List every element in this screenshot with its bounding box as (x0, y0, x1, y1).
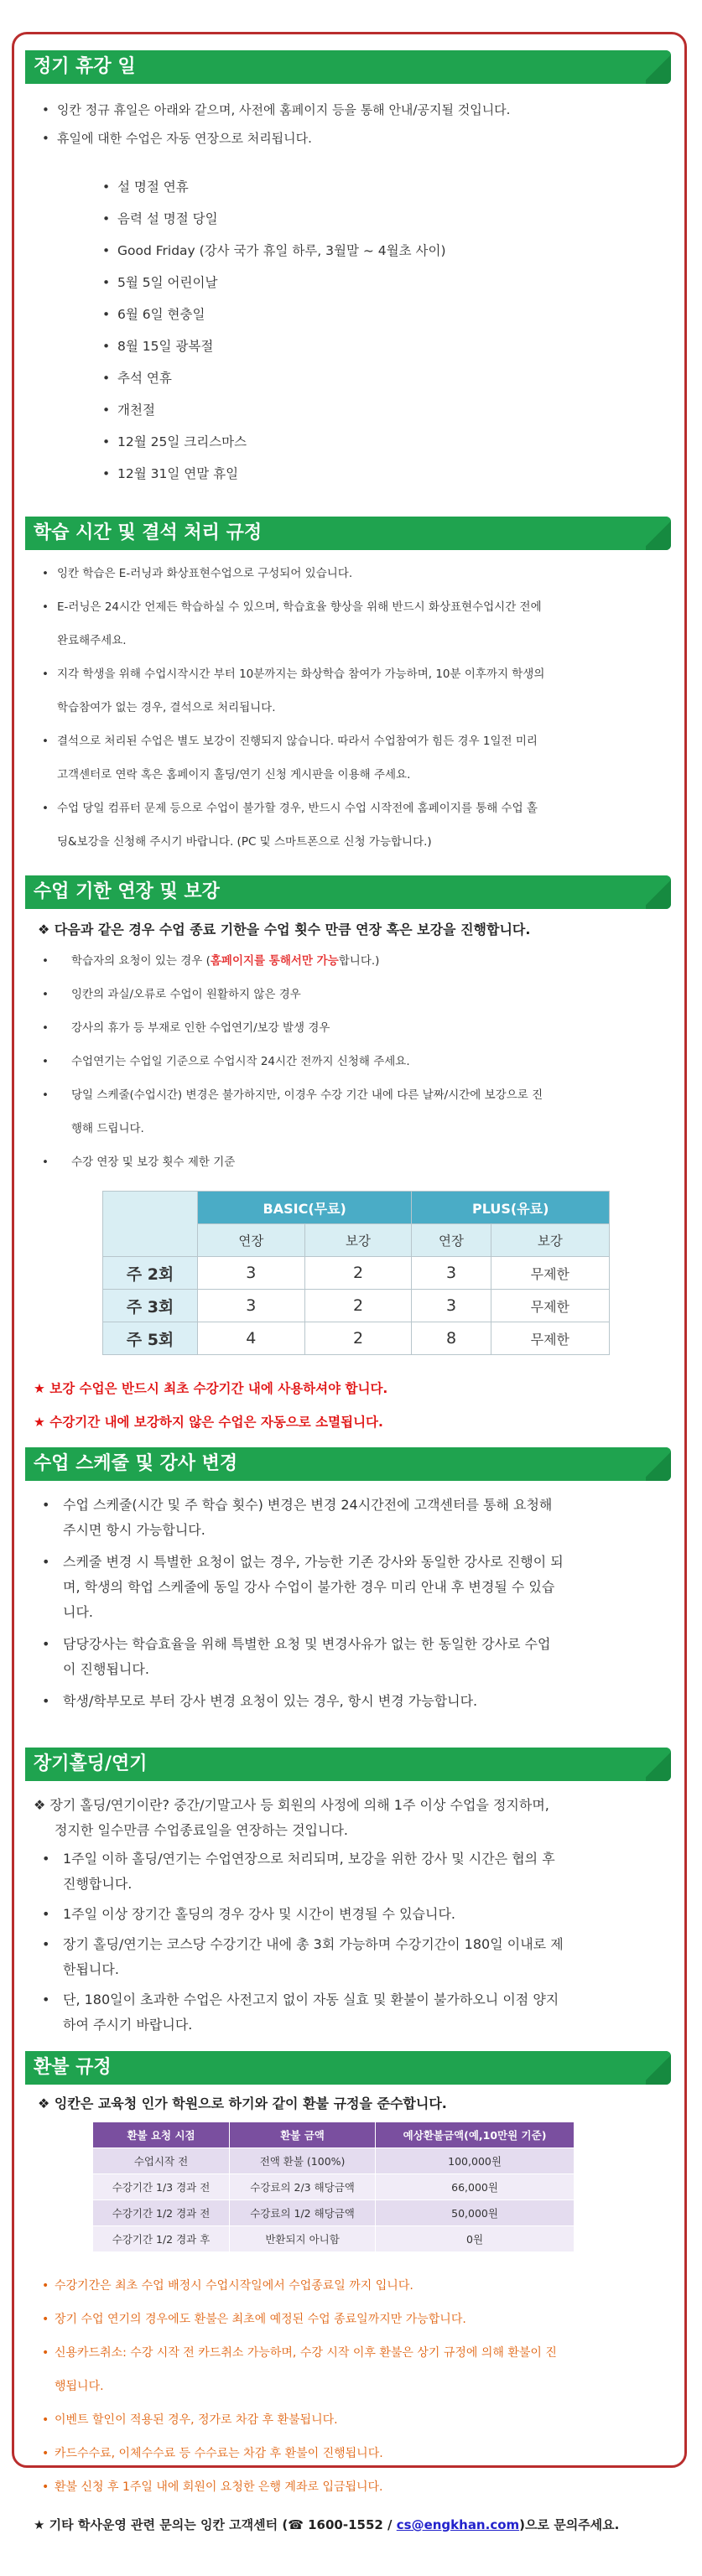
table-cell: 수강료의 2/3 해당금액 (230, 2174, 376, 2200)
section-study-time-absence (25, 517, 671, 859)
list-item: • 잉칸 학습은 E-러닝과 화상표현수업으로 구성되어 있습니다. (25, 557, 671, 590)
list-item: • 설 명절 연휴 (25, 171, 671, 203)
table-subheader: 연장 (412, 1224, 491, 1257)
bullet-list (25, 944, 671, 1179)
text-line: 장기 홀딩/연기는 코스당 수강기간 내에 총 3회 가능하며 수강기간이 180일 이내로 제 (63, 1936, 564, 1952)
table-row (93, 2148, 575, 2174)
list-item (25, 944, 671, 978)
table-cell: 반환되지 아니함 (230, 2226, 376, 2252)
list-item (25, 1632, 671, 1682)
text-line: 수업 당일 컴퓨터 문제 등으로 수업이 불가할 경우, 반드시 수업 시작전에 홈페이지를 통해 수업 홀 (57, 802, 538, 815)
list-item: • 개천절 (25, 394, 671, 426)
text-line: 주시면 항시 가능합니다. (63, 1522, 205, 1538)
list-item: • 환불 신청 후 1주일 내에 회원이 요청한 은행 계좌로 입금됩니다. (25, 2470, 671, 2504)
table-row (93, 2200, 575, 2226)
text-line: 행해 드립니다. (71, 1122, 144, 1135)
section-lead: ❖ 다음과 같은 경우 수업 종료 기한을 수업 횟수 만큼 연장 혹은 보강을 진행합니다. (38, 922, 531, 937)
row-label: 주 3회 (103, 1290, 198, 1322)
table-cell: 3 (198, 1257, 305, 1290)
text-line: 진행합니다. (63, 1876, 133, 1892)
list-item: • Good Friday (강사 국가 휴일 하루, 3월말 ~ 4월초 사이) (25, 235, 671, 267)
warning-note: ★ 수강기간 내에 보강하지 않은 수업은 자동으로 소멸됩니다. (34, 1415, 383, 1430)
table-cell: 2 (304, 1257, 412, 1290)
section-lead (25, 1793, 671, 1843)
list-item: • 이벤트 할인이 적용된 경우, 정가로 차감 후 환불됩니다. (25, 2403, 671, 2437)
list-item: • 잉칸의 과실/오류로 수업이 원활하지 않은 경우 (25, 978, 671, 1011)
table-cell: 3 (198, 1290, 305, 1322)
table-row (103, 1257, 610, 1290)
text-line: 학습참여가 없는 경우, 결석으로 처리됩니다. (57, 701, 276, 714)
bullet-list (25, 557, 671, 859)
list-item (25, 792, 671, 859)
table-header-basic: BASIC(무료) (198, 1192, 412, 1224)
table-cell: 수업시작 전 (93, 2148, 230, 2174)
row-label: 주 5회 (103, 1322, 198, 1355)
text-line: 단, 180일이 초과한 수업은 사전고지 없이 자동 실효 및 환불이 불가하오니 이점 양지 (63, 1992, 559, 2007)
list-item: • 카드수수료, 이체수수료 등 수수료는 차감 후 환불이 진행됩니다. (25, 2437, 671, 2470)
list-item (25, 657, 671, 724)
list-item: • 6월 6일 현충일 (25, 299, 671, 330)
section-lead: ❖ 잉칸은 교육청 인가 학원으로 하기와 같이 환불 규정을 준수합니다. (38, 2096, 447, 2111)
table-row (103, 1322, 610, 1355)
table-header: 환불 금액 (230, 2122, 376, 2148)
section-extension-makeup (25, 875, 671, 1439)
list-item: • 장기 수업 연기의 경우에도 환불은 최초에 예정된 수업 종료일까지만 가능합니다. (25, 2303, 671, 2336)
table-row (93, 2174, 575, 2200)
text-line: 지각 학생을 위해 수업시작시간 부터 10분까지는 화상학습 참여가 가능하며, 10분 이후까지 학생의 (57, 667, 545, 681)
list-item (25, 1493, 671, 1543)
section-refund-policy (25, 2051, 671, 2539)
row-label: 주 2회 (103, 1257, 198, 1290)
table-cell: 4 (198, 1322, 305, 1355)
table-cell: 2 (304, 1322, 412, 1355)
list-item: • 12월 31일 연말 휴일 (25, 458, 671, 490)
list-item: • 수업연기는 수업일 기준으로 수업시작 24시간 전까지 신청해 주세요. (25, 1045, 671, 1078)
table-subheader: 연장 (198, 1224, 305, 1257)
table-header: 환불 요청 시점 (93, 2122, 230, 2148)
table-cell: 무제한 (491, 1257, 609, 1290)
list-item: • 1주일 이상 장기간 홀딩의 경우 강사 및 시간이 변경될 수 있습니다. (25, 1902, 671, 1927)
text-line: 며, 학생의 학업 스케줄에 동일 강사 수업이 불가한 경우 미리 안내 후 변경될 수 있습 (63, 1579, 555, 1595)
holiday-list (25, 171, 671, 490)
table-cell: 수강료의 1/2 해당금액 (230, 2200, 376, 2226)
refund-notes (25, 2269, 671, 2504)
section-regular-holidays (25, 50, 671, 490)
text-line: ★ 기타 학사운영 관련 문의는 잉칸 고객센터 (☎ 1600-1552 / (34, 2517, 397, 2532)
table-cell: 무제한 (491, 1290, 609, 1322)
list-item: • 휴일에 대한 수업은 자동 연장으로 처리됩니다. (25, 124, 671, 153)
table-cell: 50,000원 (376, 2200, 575, 2226)
text-line: 학습자의 요청이 있는 경우 ( (71, 954, 211, 968)
section-title: 장기홀딩/연기 (25, 1748, 671, 1781)
table-subheader: 보강 (304, 1224, 412, 1257)
table-cell: 수강기간 1/2 경과 전 (93, 2200, 230, 2226)
list-item: • 추석 연휴 (25, 362, 671, 394)
text-line: 스케줄 변경 시 특별한 요청이 없는 경우, 가능한 기존 강사와 동일한 강사로 진행이 되 (63, 1554, 564, 1570)
section-title: 학습 시간 및 결석 처리 규정 (25, 517, 671, 550)
section-title: 수업 기한 연장 및 보강 (25, 875, 671, 909)
text-line: 정지한 일수만큼 수업종료일을 연장하는 것입니다. (55, 1822, 349, 1838)
list-item: • 학생/학부모로 부터 강사 변경 요청이 있는 경우, 항시 변경 가능합니다. (25, 1689, 671, 1714)
list-item (25, 1846, 671, 1897)
table-row (93, 2226, 575, 2252)
contact-note (25, 2511, 671, 2539)
table-cell: 3 (412, 1290, 491, 1322)
table-cell: 수강기간 1/2 경과 후 (93, 2226, 230, 2252)
table-cell: 2 (304, 1290, 412, 1322)
list-item: • 수강기간은 최초 수업 배정시 수업시작일에서 수업종료일 까지 입니다. (25, 2269, 671, 2303)
list-item (25, 1078, 671, 1145)
table-cell: 3 (412, 1257, 491, 1290)
text-line: 고객센터로 연락 혹은 홈페이지 홀딩/연기 신청 게시판을 이용해 주세요. (57, 768, 411, 782)
text-line: 1주일 이하 홀딩/연기는 수업연장으로 처리되며, 보강을 위한 강사 및 시간은 협의 후 (63, 1851, 555, 1867)
list-item: • 8월 15일 광복절 (25, 330, 671, 362)
text-line: 완료해주세요. (57, 634, 127, 647)
text-line: 행됩니다. (55, 2380, 104, 2393)
table-cell: 100,000원 (376, 2148, 575, 2174)
table-cell: 66,000원 (376, 2174, 575, 2200)
list-item: • 수강 연장 및 보강 횟수 제한 기준 (25, 1145, 671, 1179)
list-item: • 5월 5일 어린이날 (25, 267, 671, 299)
list-item: • 음력 설 명절 당일 (25, 203, 671, 235)
bullet-list (25, 96, 671, 153)
list-item (25, 1932, 671, 1982)
section-title: 수업 스케줄 및 강사 변경 (25, 1447, 671, 1481)
section-title: 정기 휴강 일 (25, 50, 671, 84)
list-item: • 강사의 휴가 등 부재로 인한 수업연기/보강 발생 경우 (25, 1011, 671, 1045)
highlight-text: 홈페이지를 통해서만 가능 (210, 954, 339, 968)
text-line: 이 진행됩니다. (63, 1661, 149, 1677)
table-cell: 전액 환불 (100%) (230, 2148, 376, 2174)
bullet-list (25, 1493, 671, 1714)
table-cell: 8 (412, 1322, 491, 1355)
table-corner (103, 1192, 198, 1257)
text-line: 당일 스케줄(수업시간) 변경은 불가하지만, 이경우 수강 기간 내에 다른 날짜/시간에 보강으로 진 (71, 1088, 543, 1102)
table-subheader: 보강 (491, 1224, 609, 1257)
text-line: 담당강사는 학습효율을 위해 특별한 요청 및 변경사유가 없는 한 동일한 강사로 수업 (63, 1636, 551, 1652)
text-line: 합니다.) (338, 954, 380, 968)
table-cell: 무제한 (491, 1322, 609, 1355)
support-email-link[interactable]: cs@engkhan.com (396, 2517, 520, 2532)
text-line: )으로 문의주세요. (519, 2517, 620, 2532)
list-item (25, 1550, 671, 1625)
table-cell: 0원 (376, 2226, 575, 2252)
text-line: 딩&보강을 신청해 주시기 바랍니다. (PC 및 스마트폰으로 신청 가능합니다.) (57, 835, 432, 849)
text-line: 하여 주시기 바랍니다. (63, 2017, 193, 2033)
list-item: • 잉칸 정규 휴일은 아래와 같으며, 사전에 홈페이지 등을 통해 안내/공지될 것입니다. (25, 96, 671, 124)
section-long-hold (25, 1748, 671, 2038)
list-item (25, 2336, 671, 2403)
text-line: ❖ 장기 홀딩/연기이란? 중간/기말고사 등 회원의 사정에 의해 1주 이상 수업을 정지하며, (34, 1797, 549, 1813)
text-line: 신용카드취소: 수강 시작 전 카드취소 가능하며, 수강 시작 이후 환불은 상기 규정에 의해 환불이 진 (55, 2346, 557, 2360)
table-row (103, 1290, 610, 1322)
text-line: 한됩니다. (63, 1961, 119, 1977)
text-line: E-러닝은 24시간 언제든 학습하실 수 있으며, 학습효율 향상을 위해 반드시 화상표현수업시간 전에 (57, 600, 542, 614)
warning-note: ★ 보강 수업은 반드시 최초 수강기간 내에 사용하셔야 합니다. (34, 1381, 388, 1396)
policy-content (25, 50, 671, 2539)
table-cell: 수강기간 1/3 경과 전 (93, 2174, 230, 2200)
section-title: 환불 규정 (25, 2051, 671, 2085)
table-header-plus: PLUS(유료) (412, 1192, 610, 1224)
bullet-list (25, 1846, 671, 2038)
refund-table (92, 2122, 575, 2252)
list-item (25, 1987, 671, 2038)
text-line: 수업 스케줄(시간 및 주 학습 횟수) 변경은 변경 24시간전에 고객센터를 통해 요청해 (63, 1497, 553, 1513)
list-item: • 12월 25일 크리스마스 (25, 426, 671, 458)
section-schedule-teacher-change (25, 1447, 671, 1714)
text-line: 결석으로 처리된 수업은 별도 보강이 진행되지 않습니다. 따라서 수업참여가 힘든 경우 1일전 미리 (57, 735, 538, 748)
extension-limit-table (102, 1191, 610, 1355)
list-item (25, 590, 671, 657)
list-item (25, 724, 671, 792)
table-header: 예상환불금액(예,10만원 기준) (376, 2122, 575, 2148)
text-line: 니다. (63, 1604, 93, 1620)
